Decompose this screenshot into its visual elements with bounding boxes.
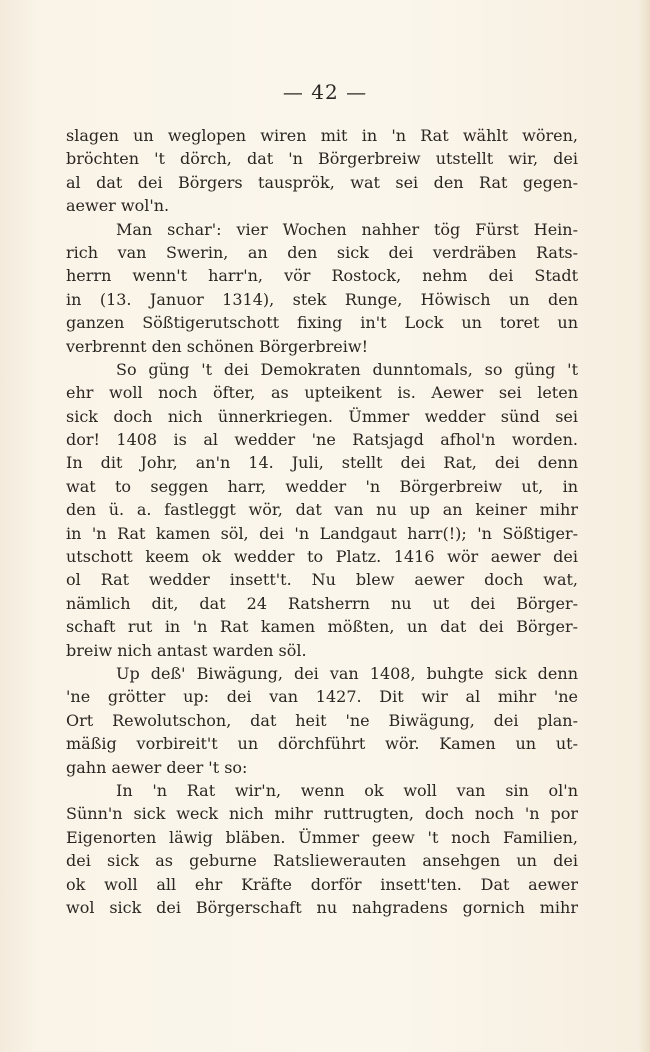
text-line: herrn wenn't harr'n, vör Rostock, nehm dei Stadt <box>66 266 578 286</box>
text-line: ehr woll noch öfter, as upteikent is. Aewer sei leten <box>66 383 578 403</box>
text-line: wat to seggen harr, wedder 'n Börgerbreiw ut, in <box>66 476 578 496</box>
text-line: in (13. Januor 1314), stek Runge, Höwisch un den <box>66 289 578 309</box>
body-text <box>66 124 578 919</box>
text-line: 'ne grötter up: dei van 1427. Dit wir al mihr 'ne <box>66 687 578 707</box>
text-line: In 'n Rat wir'n, wenn ok woll van sin ol'n <box>116 780 578 800</box>
text-line: ganzen Sößtigerutschott fixing in't Lock un toret un <box>66 313 578 333</box>
text-line: dei sick as geburne Ratsliewerauten ansehgen un dei <box>66 851 578 871</box>
text-line: bröchten 't dörch, dat 'n Börgerbreiw utstellt wir, dei <box>66 149 578 169</box>
text-line: Man schar': vier Wochen nahher tög Fürst Hein- <box>116 219 578 239</box>
page-number: — 42 — <box>282 80 368 104</box>
text-line: Sünn'n sick weck nich mihr ruttrugten, doch noch 'n por <box>66 804 578 824</box>
text-line: al dat dei Börgers tausprök, wat sei den Rat gegen- <box>66 172 578 192</box>
text-line: ok woll all ehr Kräfte dorför insett'ten. Dat aewer <box>66 874 578 894</box>
text-line: verbrennt den schönen Börgerbreiw! <box>66 336 369 356</box>
text-line: rich van Swerin, an den sick dei verdräben Rats- <box>66 242 578 262</box>
text-line: So güng 't dei Demokraten dunntomals, so güng 't <box>116 359 578 379</box>
text-line: in 'n Rat kamen söl, dei 'n Landgaut harr(!); 'n Sößtiger- <box>66 523 578 543</box>
text-line: schaft rut in 'n Rat kamen mößten, un dat dei Börger- <box>66 617 578 637</box>
text-line: In dit Johr, an'n 14. Juli, stellt dei Rat, dei denn <box>66 453 578 473</box>
text-line: gahn aewer deer 't so: <box>66 757 248 777</box>
text-line: Ort Rewolutschon, dat heit 'ne Biwägung, dei plan- <box>66 710 578 730</box>
text-line: wol sick dei Börgerschaft nu nahgradens gornich mihr <box>66 897 578 917</box>
text-line: utschott keem ok wedder to Platz. 1416 wör aewer dei <box>66 547 578 567</box>
text-line: aewer wol'n. <box>66 196 170 216</box>
text-line: Up deß' Biwägung, dei van 1408, buhgte sick denn <box>116 663 578 683</box>
text-line: breiw nich antast warden söl. <box>66 640 307 660</box>
text-line: den ü. a. fastleggt wör, dat van nu up an keiner mihr <box>66 500 578 520</box>
text-line: Eigenorten läwig bläben. Ümmer geew 't noch Familien, <box>66 827 578 847</box>
text-line: dor! 1408 is al wedder 'ne Ratsjagd afhol'n worden. <box>66 430 578 450</box>
text-line: slagen un weglopen wiren mit in 'n Rat wählt wören, <box>66 126 578 145</box>
text-line: mäßig vorbireit't un dörchführt wör. Kamen un ut- <box>66 734 578 754</box>
text-line: sick doch nich ünnerkriegen. Ümmer wedder sünd sei <box>66 406 578 426</box>
page-edge-shadow <box>638 0 650 1052</box>
text-line: nämlich dit, dat 24 Ratsherrn nu ut dei Börger- <box>66 593 578 613</box>
text-line: ol Rat wedder insett't. Nu blew aewer doch wat, <box>66 570 578 590</box>
